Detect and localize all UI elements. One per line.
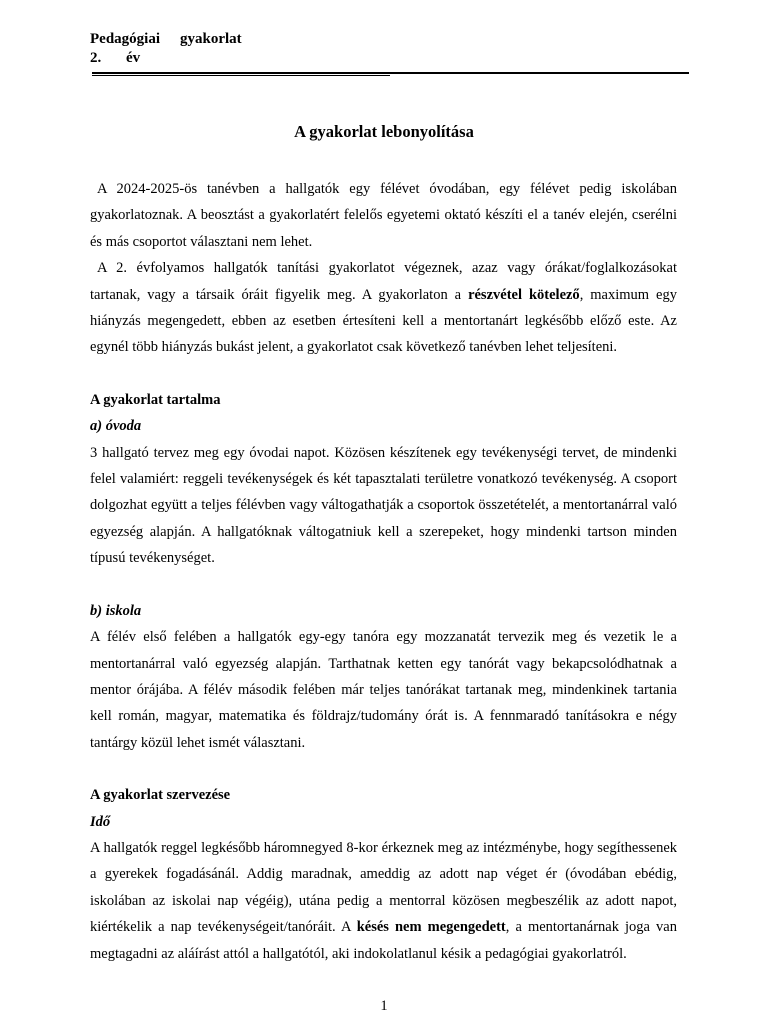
header-rule xyxy=(92,72,689,74)
intro-paragraph-1: A 2024-2025-ös tanévben a hallgatók egy félévet óvodában, egy félévet pedig iskolában gyakorlatoznak. A beosztást a gyakorlatért felelős egyetemi oktató készíti el a tanév elején, cserélni és más csoportot választani nem lehet. xyxy=(90,181,677,250)
running-header xyxy=(90,30,242,68)
header-year-word: év xyxy=(126,50,141,66)
document-body xyxy=(90,176,677,967)
spacer xyxy=(90,361,677,387)
intro-p2-text-b: , maximum egy hiányzás megengedett, ebben az esetben értesíteni kell a mentortanárt legkésőbb előző este. Az egynél több hiányzás bukást jelent, a gyakorlatot csak következő tanévben lehet teljesíteni. xyxy=(90,286,677,356)
iskola-paragraph: A félév első felében a hallgatók egy-egy tanóra egy mozzanatát tervezik meg és vezetik le a mentortanárral való egyezség alapján. Tarthatnak ketten egy tanórát vagy bekapcsolódhatnak a mentor órájába. A félév második felében már teljes tanórákat tartanak meg, mindenkinek tartania kell román, magyar, matematika és földrajz/tudomány órát is. A fennmaradó tanításokra e négy tantárgy közül lehet ismét választani. xyxy=(90,629,677,751)
spacer xyxy=(90,572,677,598)
subheading-iskola: b) iskola xyxy=(90,602,142,619)
section-heading-organization: A gyakorlat szervezése xyxy=(90,787,231,804)
spacer xyxy=(90,756,677,782)
intro-p2-emphasis: részvétel kötelező xyxy=(468,286,580,303)
header-line-2 xyxy=(90,49,242,68)
ovoda-paragraph: 3 hallgató tervez meg egy óvodai napot. Közösen készítenek egy tevékenységi tervet, de mindenki felel valamiért: reggeli tevékenységek és két tapasztalati területre vonatkozó tevékenység. A csoport dolgozhat együtt a teljes félévben vagy váltogathatják a csoportok összetételét, a mentortanárral való egyezség alapján. A hallgatóknak váltogatniuk kell a szerepeket, hogy mindenki tartson minden típusú tevékenységet. xyxy=(90,444,677,567)
subheading-ovoda: a) óvoda xyxy=(90,418,142,435)
ido-paragraph xyxy=(90,835,677,967)
header-year-number: 2. xyxy=(90,50,102,66)
ido-emphasis: késés nem megengedett xyxy=(356,919,506,936)
header-course-word: Pedagógiai xyxy=(90,31,160,47)
subheading-ido: Idő xyxy=(90,813,111,830)
ido-text-a: A hallgatók reggel legkésőbb háromnegyed 8-kor érkeznek meg az intézménybe, hogy segíthessenek a gyerekek fogadásánál. Addig maradnak, ameddig az adott nap véget ér (óvodában ebédig, iskolában az iskolai nap végéig), utána pedig a mentorral közösen megbeszélik az adott napot, kiértékelik a nap tevékenységeit/tanóráit. A xyxy=(90,839,677,936)
intro-paragraph-2 xyxy=(90,255,677,361)
ido-text-b: , a mentortanárnak joga van megtagadni az aláírást attól a hallgatótól, aki indokolatlanul késik a pedagógiai gyakorlatról. xyxy=(90,919,677,962)
header-course-word-2: gyakorlat xyxy=(180,31,242,47)
section-heading-content: A gyakorlat tartalma xyxy=(90,391,221,408)
intro-p2-text-a: A 2. évfolyamos hallgatók tanítási gyakorlatot végeznek, azaz vagy órákat/foglalkozásokat tartanak, vagy a társaik óráit figyelik meg. A gyakorlaton a xyxy=(90,260,677,303)
page-title: A gyakorlat lebonyolítása xyxy=(294,122,474,141)
header-rule-thin xyxy=(92,75,390,76)
page-number: 1 xyxy=(380,998,388,1014)
header-line-1 xyxy=(90,30,242,49)
